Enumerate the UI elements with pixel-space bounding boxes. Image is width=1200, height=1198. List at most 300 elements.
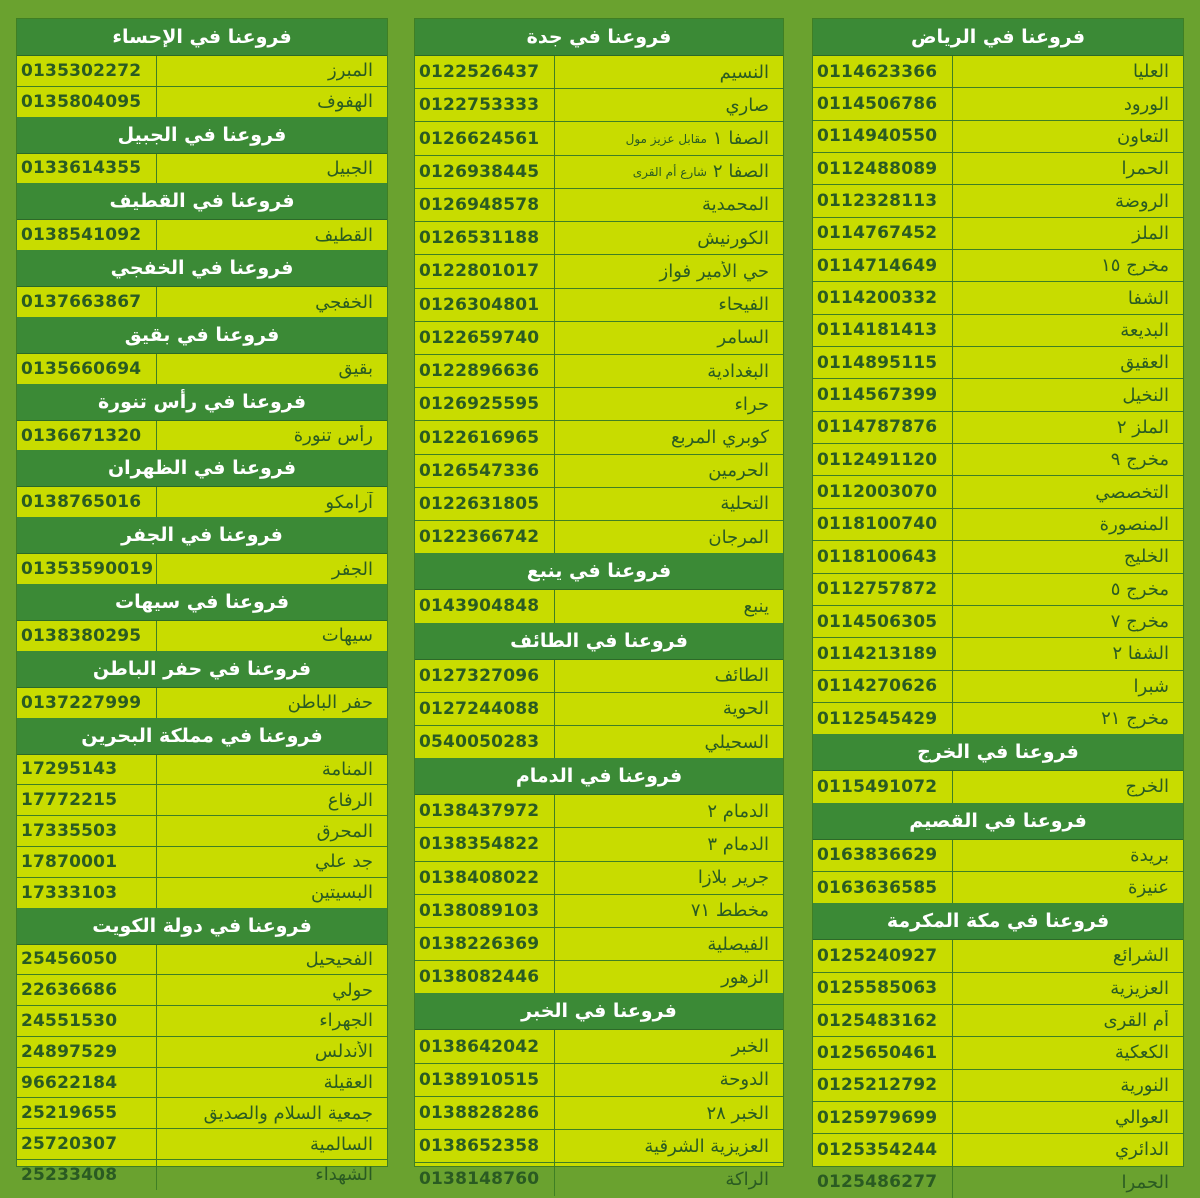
branch-name: مخطط ٧١ — [690, 900, 769, 922]
branch-name-cell — [157, 425, 387, 446]
section-title: فروعنا في الطائف — [415, 623, 783, 660]
branch-name-cell — [157, 882, 387, 903]
branch-name: كوبري المربع — [670, 427, 769, 449]
branch-row — [415, 1097, 783, 1130]
branch-phone[interactable]: 0114714649 — [813, 250, 953, 281]
branch-phone[interactable]: 0114940550 — [813, 121, 953, 152]
section-title: فروعنا في مكة المكرمة — [813, 903, 1183, 940]
branch-row — [17, 688, 387, 718]
branch-phone[interactable]: 0138828286 — [415, 1097, 555, 1129]
branch-row — [415, 590, 783, 622]
branch-name: مخرج ٥ — [1110, 578, 1169, 600]
branch-row — [415, 693, 783, 726]
branch-name-cell — [953, 1075, 1183, 1096]
branch-name: العزيزية — [1110, 977, 1169, 999]
branch-row — [415, 862, 783, 895]
branch-name-cell — [555, 194, 783, 215]
branch-phone[interactable]: 0112757872 — [813, 574, 953, 605]
branch-name-cell — [953, 611, 1183, 632]
branch-section — [813, 734, 1183, 802]
branch-name-cell — [555, 1069, 783, 1090]
branch-name-cell — [555, 1169, 783, 1190]
branch-phone[interactable]: 24897529 — [17, 1037, 157, 1067]
branch-name: المحمدية — [701, 194, 769, 216]
branch-name-cell — [953, 417, 1183, 438]
branch-name: جرير بلازا — [697, 867, 769, 889]
section-title: فروعنا في بقيق — [17, 317, 387, 354]
branch-phone[interactable]: 0138910515 — [415, 1064, 555, 1096]
branch-row — [415, 255, 783, 288]
branch-name-cell — [157, 492, 387, 513]
branch-phone[interactable]: 0126304801 — [415, 289, 555, 321]
branch-name-cell — [953, 482, 1183, 503]
branch-row — [415, 322, 783, 355]
branch-name: السالمية — [310, 1133, 373, 1155]
branch-name: المنامة — [321, 758, 373, 780]
branch-row — [17, 1160, 387, 1190]
branch-name-cell — [555, 394, 783, 415]
branch-phone[interactable]: 0143904848 — [415, 590, 555, 622]
branch-name: التعاون — [1117, 125, 1169, 147]
branch-phone[interactable]: 0125354244 — [813, 1134, 953, 1165]
branch-name: الكعكية — [1114, 1042, 1169, 1064]
branch-section — [17, 718, 387, 908]
branch-name: العليا — [1132, 61, 1169, 83]
branch-phone[interactable]: 0135804095 — [17, 87, 157, 117]
branch-phone[interactable]: 0122896636 — [415, 355, 555, 387]
branch-row — [415, 421, 783, 454]
branch-phone[interactable]: 0122616965 — [415, 421, 555, 453]
branch-name-cell — [157, 158, 387, 179]
branch-name: أم القرى — [1103, 1010, 1169, 1032]
branch-row — [813, 509, 1183, 541]
branch-name-cell — [953, 320, 1183, 341]
branch-row — [17, 945, 387, 976]
branch-name-cell — [555, 361, 783, 382]
branch-phone[interactable]: 0126531188 — [415, 222, 555, 254]
branch-phone[interactable]: 0138089103 — [415, 895, 555, 927]
branch-name-cell — [157, 759, 387, 780]
branch-row — [17, 1129, 387, 1160]
branch-phone[interactable]: 0122366742 — [415, 521, 555, 553]
branch-row — [813, 973, 1183, 1005]
branch-name: المرجان — [708, 526, 769, 548]
branch-name-cell — [555, 934, 783, 955]
section-title: فروعنا في ينبع — [415, 553, 783, 590]
branch-phone[interactable]: 25456050 — [17, 945, 157, 975]
branch-name-cell — [953, 845, 1183, 866]
section-title: فروعنا في القطيف — [17, 183, 387, 220]
branch-name-cell — [953, 449, 1183, 470]
branch-row — [17, 554, 387, 584]
branch-row — [813, 218, 1183, 250]
branch-row — [415, 388, 783, 421]
branch-name-cell — [953, 61, 1183, 82]
branch-phone[interactable]: 0138082446 — [415, 961, 555, 993]
branch-phone[interactable]: 0135302272 — [17, 56, 157, 86]
branch-phone[interactable]: 0138380295 — [17, 621, 157, 651]
branch-phone[interactable]: 0114787876 — [813, 412, 953, 443]
branch-name: السحيلي — [704, 731, 769, 753]
branch-name: البغدادية — [707, 360, 769, 382]
branch-row — [813, 1070, 1183, 1102]
branch-section — [17, 584, 387, 651]
branch-name: النورية — [1120, 1074, 1169, 1096]
branch-name: الدمام ٢ — [707, 800, 769, 822]
branch-phone[interactable]: 0540050283 — [415, 726, 555, 758]
branch-row — [17, 878, 387, 908]
branch-row — [17, 220, 387, 250]
branch-phone[interactable]: 0118100740 — [813, 509, 953, 540]
branch-name-cell — [555, 1103, 783, 1124]
branch-phone[interactable]: 0138642042 — [415, 1030, 555, 1062]
branch-name: حولي — [332, 979, 373, 1001]
branch-name-cell — [157, 91, 387, 112]
branch-row — [17, 975, 387, 1006]
branch-phone[interactable]: 0138652358 — [415, 1130, 555, 1162]
branch-phone[interactable]: 0125650461 — [813, 1037, 953, 1068]
branch-name-cell — [555, 327, 783, 348]
branch-section — [415, 993, 783, 1195]
section-title: فروعنا في الجفر — [17, 517, 387, 554]
branch-name-cell — [953, 708, 1183, 729]
branch-row — [813, 153, 1183, 185]
branch-section — [17, 384, 387, 451]
section-title: فروعنا في جدة — [415, 19, 783, 56]
section-title: فروعنا في الخبر — [415, 993, 783, 1030]
section-title: فروعنا في دولة الكويت — [17, 908, 387, 945]
section-title: فروعنا في الظهران — [17, 450, 387, 487]
branch-name-cell — [157, 292, 387, 313]
branch-name: الفحيحيل — [305, 948, 373, 970]
branch-row — [415, 289, 783, 322]
branch-phone[interactable]: 0126547336 — [415, 455, 555, 487]
branch-phone[interactable]: 0126948578 — [415, 189, 555, 221]
branch-row — [415, 1030, 783, 1063]
branch-phone[interactable]: 0125585063 — [813, 973, 953, 1004]
branch-row — [813, 1167, 1183, 1198]
branch-name: الشهداء — [315, 1164, 373, 1186]
branch-phone[interactable]: 0125483162 — [813, 1005, 953, 1036]
branch-name: الخليج — [1123, 546, 1169, 568]
branch-name-cell — [953, 1107, 1183, 1128]
branch-row — [415, 795, 783, 828]
branch-row — [415, 928, 783, 961]
branch-phone[interactable]: 0125486277 — [813, 1167, 953, 1198]
branch-row — [813, 606, 1183, 638]
branch-section — [17, 317, 387, 384]
branch-phone[interactable]: 0163636585 — [813, 872, 953, 903]
branch-row — [415, 726, 783, 758]
branch-phone[interactable]: 0125240927 — [813, 940, 953, 971]
branch-name: حي الأمير فواز — [659, 260, 769, 282]
branch-name: آرامكو — [325, 491, 373, 513]
section-title: فروعنا في الدمام — [415, 758, 783, 795]
branch-phone[interactable]: 25720307 — [17, 1129, 157, 1159]
branch-name: المحرق — [316, 820, 373, 842]
branch-phone[interactable]: 0122753333 — [415, 89, 555, 121]
branch-name: مخرج ٩ — [1110, 449, 1169, 471]
branch-name: الأندلس — [314, 1041, 373, 1063]
branch-phone[interactable]: 0114200332 — [813, 282, 953, 313]
branch-name-cell — [555, 228, 783, 249]
branch-phone[interactable]: 0133614355 — [17, 154, 157, 184]
branch-name-cell — [157, 1134, 387, 1155]
branch-name-cell — [157, 559, 387, 580]
branch-phone[interactable]: 0114270626 — [813, 671, 953, 702]
branch-phone[interactable]: 0135660694 — [17, 354, 157, 384]
branch-section — [813, 903, 1183, 1198]
branch-row — [813, 315, 1183, 347]
branch-phone[interactable]: 22636686 — [17, 975, 157, 1005]
branch-name: حراء — [734, 393, 769, 415]
branch-note: مقابل عزيز مول — [625, 131, 707, 146]
branch-name: التحلية — [720, 493, 769, 515]
branch-name: الملز ٢ — [1116, 416, 1169, 438]
branch-row — [813, 771, 1183, 802]
branch-name: البسيتين — [311, 882, 373, 904]
branch-phone[interactable]: 17295143 — [17, 755, 157, 785]
branch-phone[interactable]: 0138765016 — [17, 487, 157, 517]
branch-row — [813, 282, 1183, 314]
branch-phone[interactable]: 24551530 — [17, 1006, 157, 1036]
branch-name: جمعية السلام والصديق — [203, 1102, 373, 1124]
branch-phone[interactable]: 0126925595 — [415, 388, 555, 420]
branch-name: الصفا ٢ — [712, 161, 769, 183]
branch-phone[interactable]: 0138437972 — [415, 795, 555, 827]
branch-name-cell — [157, 790, 387, 811]
branch-row — [415, 1130, 783, 1163]
branch-name-cell — [157, 949, 387, 970]
branch-phone[interactable]: 0138541092 — [17, 220, 157, 250]
branch-phone[interactable]: 0138226369 — [415, 928, 555, 960]
branch-phone[interactable]: 0125979699 — [813, 1102, 953, 1133]
branch-name-cell — [157, 225, 387, 246]
branch-row — [415, 828, 783, 861]
branch-phone[interactable]: 0125212792 — [813, 1070, 953, 1101]
branch-phone[interactable]: 0114506786 — [813, 88, 953, 119]
branch-phone[interactable]: 0122659740 — [415, 322, 555, 354]
branch-phone[interactable]: 0114567399 — [813, 379, 953, 410]
branch-phone[interactable]: 17333103 — [17, 878, 157, 908]
branch-name: الروضة — [1114, 190, 1169, 212]
branch-row — [17, 1037, 387, 1068]
branch-row — [415, 1064, 783, 1097]
branch-phone[interactable]: 0114895115 — [813, 347, 953, 378]
branch-row — [17, 785, 387, 816]
branch-name: الشفا — [1127, 287, 1169, 309]
branch-name-cell — [555, 128, 783, 149]
branch-name: الخفجي — [315, 291, 373, 313]
branch-row — [415, 56, 783, 89]
branch-name: الطائف — [714, 665, 769, 687]
column-middle — [414, 18, 784, 1190]
branch-name: العقيلة — [323, 1072, 373, 1094]
branch-name-cell — [555, 834, 783, 855]
branch-name-cell — [555, 867, 783, 888]
branch-name-cell — [555, 527, 783, 548]
branch-section — [415, 758, 783, 993]
branch-row — [17, 816, 387, 847]
branch-name-cell — [953, 385, 1183, 406]
branch-phone[interactable]: 17870001 — [17, 847, 157, 877]
branch-phone[interactable]: 0115491072 — [813, 771, 953, 802]
section-title: فروعنا في الجبيل — [17, 117, 387, 154]
branch-name: الخرج — [1125, 776, 1169, 798]
branch-section — [415, 19, 783, 553]
branch-row — [813, 250, 1183, 282]
branch-name-cell — [953, 978, 1183, 999]
branch-name-cell — [953, 255, 1183, 276]
branch-name: مخرج ١٥ — [1101, 255, 1169, 277]
section-title: فروعنا في حفر الباطن — [17, 651, 387, 688]
branch-name-cell — [157, 821, 387, 842]
branch-name-cell — [555, 665, 783, 686]
branch-name: البديعة — [1120, 319, 1169, 341]
branch-row — [17, 1098, 387, 1129]
branch-phone[interactable]: 0122801017 — [415, 255, 555, 287]
branch-name: الخبر ٢٨ — [706, 1102, 769, 1124]
section-title: فروعنا في سيهات — [17, 584, 387, 621]
branch-name-cell — [555, 161, 783, 182]
branch-name-cell — [555, 62, 783, 83]
branch-name-cell — [953, 288, 1183, 309]
branch-phone[interactable]: 0127327096 — [415, 660, 555, 692]
branch-phone[interactable]: 0122631805 — [415, 488, 555, 520]
branch-name: الجفر — [331, 558, 373, 580]
branch-name-cell — [157, 1041, 387, 1062]
branch-name: الدمام ٣ — [707, 833, 769, 855]
branch-row — [813, 444, 1183, 476]
branch-phone[interactable]: 0126624561 — [415, 122, 555, 154]
branch-name-cell — [953, 1172, 1183, 1193]
branch-section — [17, 651, 387, 718]
branch-name: شبرا — [1133, 675, 1169, 697]
branch-phone[interactable]: 0137227999 — [17, 688, 157, 718]
branch-section — [17, 19, 387, 117]
branch-name-cell — [157, 358, 387, 379]
branch-name: النخيل — [1122, 384, 1169, 406]
branch-name-cell — [157, 1164, 387, 1185]
branch-section — [415, 553, 783, 622]
branch-phone[interactable]: 0118100643 — [813, 541, 953, 572]
branch-phone[interactable]: 0112003070 — [813, 476, 953, 507]
branch-phone[interactable]: 0112488089 — [813, 153, 953, 184]
branch-phone[interactable]: 0112328113 — [813, 185, 953, 216]
branch-row — [813, 1037, 1183, 1069]
section-title: فروعنا في مملكة البحرين — [17, 718, 387, 755]
branch-name: الكورنيش — [697, 227, 769, 249]
branch-name-cell — [953, 877, 1183, 898]
branch-name: الصفا ١ — [712, 128, 769, 150]
branch-row — [813, 1005, 1183, 1037]
branch-section — [17, 517, 387, 584]
branch-name-cell — [555, 967, 783, 988]
branch-phone[interactable]: 0114506305 — [813, 606, 953, 637]
branch-row — [17, 154, 387, 184]
branch-name-cell — [555, 95, 783, 116]
branch-row — [17, 421, 387, 451]
branch-name-cell — [953, 643, 1183, 664]
branch-row — [415, 455, 783, 488]
branch-row — [415, 660, 783, 693]
branch-name: الزهور — [721, 966, 769, 988]
branch-row — [813, 1102, 1183, 1134]
branch-name-cell — [555, 900, 783, 921]
branch-phone[interactable]: 25233408 — [17, 1160, 157, 1190]
branch-phone[interactable]: 0114181413 — [813, 315, 953, 346]
branch-row — [415, 122, 783, 155]
branch-row — [415, 222, 783, 255]
branch-phone[interactable]: 0112491120 — [813, 444, 953, 475]
branch-name-cell — [157, 980, 387, 1001]
branch-phone[interactable]: 0114623366 — [813, 56, 953, 87]
branch-name: صاري — [725, 94, 769, 116]
branch-phone[interactable]: 0136671320 — [17, 421, 157, 451]
branch-name-cell — [953, 676, 1183, 697]
branch-row — [813, 476, 1183, 508]
branch-phone[interactable]: 25219655 — [17, 1098, 157, 1128]
branch-section — [17, 117, 387, 184]
branch-name: الفيصلية — [707, 933, 769, 955]
branch-row — [813, 88, 1183, 120]
branch-phone[interactable]: 0137663867 — [17, 287, 157, 317]
branch-name: الحرمين — [708, 460, 769, 482]
branch-phone[interactable]: 0163836629 — [813, 840, 953, 871]
section-title: فروعنا في الإحساء — [17, 19, 387, 56]
branch-row — [415, 355, 783, 388]
branch-phone[interactable]: 0138148760 — [415, 1163, 555, 1195]
branch-name-cell — [157, 851, 387, 872]
branch-row — [813, 379, 1183, 411]
branch-phone[interactable]: 96622184 — [17, 1068, 157, 1098]
branch-name-cell — [953, 352, 1183, 373]
section-title: فروعنا في القصيم — [813, 803, 1183, 840]
branch-name: الدوحة — [719, 1069, 769, 1091]
branch-name: بريدة — [1130, 844, 1169, 866]
branch-row — [813, 541, 1183, 573]
branch-phone[interactable]: 01353590019 — [17, 554, 157, 584]
branch-name: الحوية — [722, 698, 769, 720]
branch-name: السامر — [717, 327, 769, 349]
branch-phone[interactable]: 0127244088 — [415, 693, 555, 725]
section-title: فروعنا في رأس تنورة — [17, 384, 387, 421]
branch-phone[interactable]: 0126938445 — [415, 156, 555, 188]
branch-phone[interactable]: 0122526437 — [415, 56, 555, 88]
branch-phone[interactable]: 17772215 — [17, 785, 157, 815]
branch-name-cell — [555, 460, 783, 481]
branch-name-cell — [555, 698, 783, 719]
branch-phone[interactable]: 17335503 — [17, 816, 157, 846]
branch-row — [415, 89, 783, 122]
branch-row — [17, 56, 387, 87]
branch-name: الشفا ٢ — [1112, 643, 1169, 665]
branch-phone[interactable]: 0114213189 — [813, 638, 953, 669]
branch-name: الورود — [1123, 93, 1169, 115]
branch-name-cell — [157, 1103, 387, 1124]
branch-phone[interactable]: 0114767452 — [813, 218, 953, 249]
branch-name: جد علي — [315, 851, 373, 873]
branch-phone[interactable]: 0138354822 — [415, 828, 555, 860]
branch-name: الحمرا — [1121, 1171, 1169, 1193]
branch-name: سيهات — [321, 625, 373, 647]
branch-name-cell — [953, 776, 1183, 797]
branch-row — [813, 412, 1183, 444]
branch-phone[interactable]: 0112545429 — [813, 703, 953, 734]
branch-row — [17, 1006, 387, 1037]
branch-phone[interactable]: 0138408022 — [415, 862, 555, 894]
branch-name-cell — [953, 126, 1183, 147]
